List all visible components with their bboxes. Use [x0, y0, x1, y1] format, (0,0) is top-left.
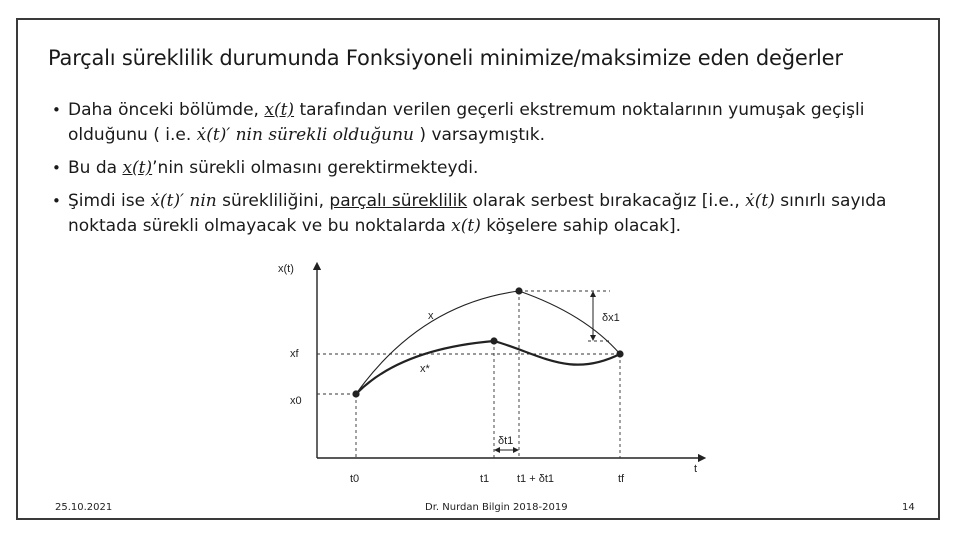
y-axis-label: x(t) [278, 263, 294, 275]
label-curve-x-star: x* [420, 363, 430, 375]
bullet-list [52, 98, 912, 247]
label-delta-x1: δx1 [602, 312, 620, 324]
slide-title: Parçalı süreklilik durumunda Fonksiyoneli minimize/maksimize eden değerler [48, 46, 843, 70]
bullet-2: • Bu da x(t)’nin sürekli olmasını gerektirmekteydi. [52, 156, 912, 181]
point-corner-star [490, 337, 497, 344]
footer-date: 25.10.2021 [55, 502, 113, 513]
math-x-t: x(t) [264, 100, 295, 120]
footer-author: Dr. Nurdan Bilgin 2018-2019 [425, 502, 568, 513]
bullet-3: • Şimdi ise ẋ(t)′ nin sürekliliğini, parçalı süreklilik olarak serbest bırakacağız [i.e., ẋ(t) sınırlı sayıda noktada sürekli olmayacak ve bu noktalarda x(t) köşelere sahip olacak]. [52, 189, 912, 239]
x-axis-label: t [694, 463, 698, 475]
label-delta-t1: δt1 [498, 435, 514, 447]
bullet-1: • Daha önceki bölümde, x(t) tarafından verilen geçerli ekstremum noktalarının yumuşak geçişli olduğunu ( i.e. ẋ(t)′ nin sürekli olduğunu ) varsaymıştık. [52, 98, 912, 148]
tick-tf: tf [618, 473, 625, 485]
page-number: 14 [902, 502, 915, 513]
math-x-t: x(t) [122, 158, 153, 178]
tick-xf: xf [290, 348, 299, 360]
math-xdot-nin: ẋ(t)′ nin [150, 191, 217, 211]
figure-svg [270, 254, 730, 488]
math-xdot: ẋ(t) [745, 191, 775, 211]
point-end [616, 350, 623, 357]
piecewise-extremal-figure [270, 254, 730, 488]
underlined-term: parçalı süreklilik [329, 191, 468, 211]
point-corner-x [515, 287, 522, 294]
tick-t0: t0 [350, 473, 360, 485]
math-x-t: x(t) [451, 216, 481, 236]
point-start [352, 390, 359, 397]
math-xdot-continuous: ẋ(t)′ nin sürekli olduğunu [196, 125, 414, 145]
tick-x0: x0 [290, 395, 302, 407]
tick-t1: t1 [480, 473, 490, 485]
tick-t1-plus-dt1: t1 + δt1 [517, 473, 555, 485]
label-curve-x: x [428, 310, 434, 322]
